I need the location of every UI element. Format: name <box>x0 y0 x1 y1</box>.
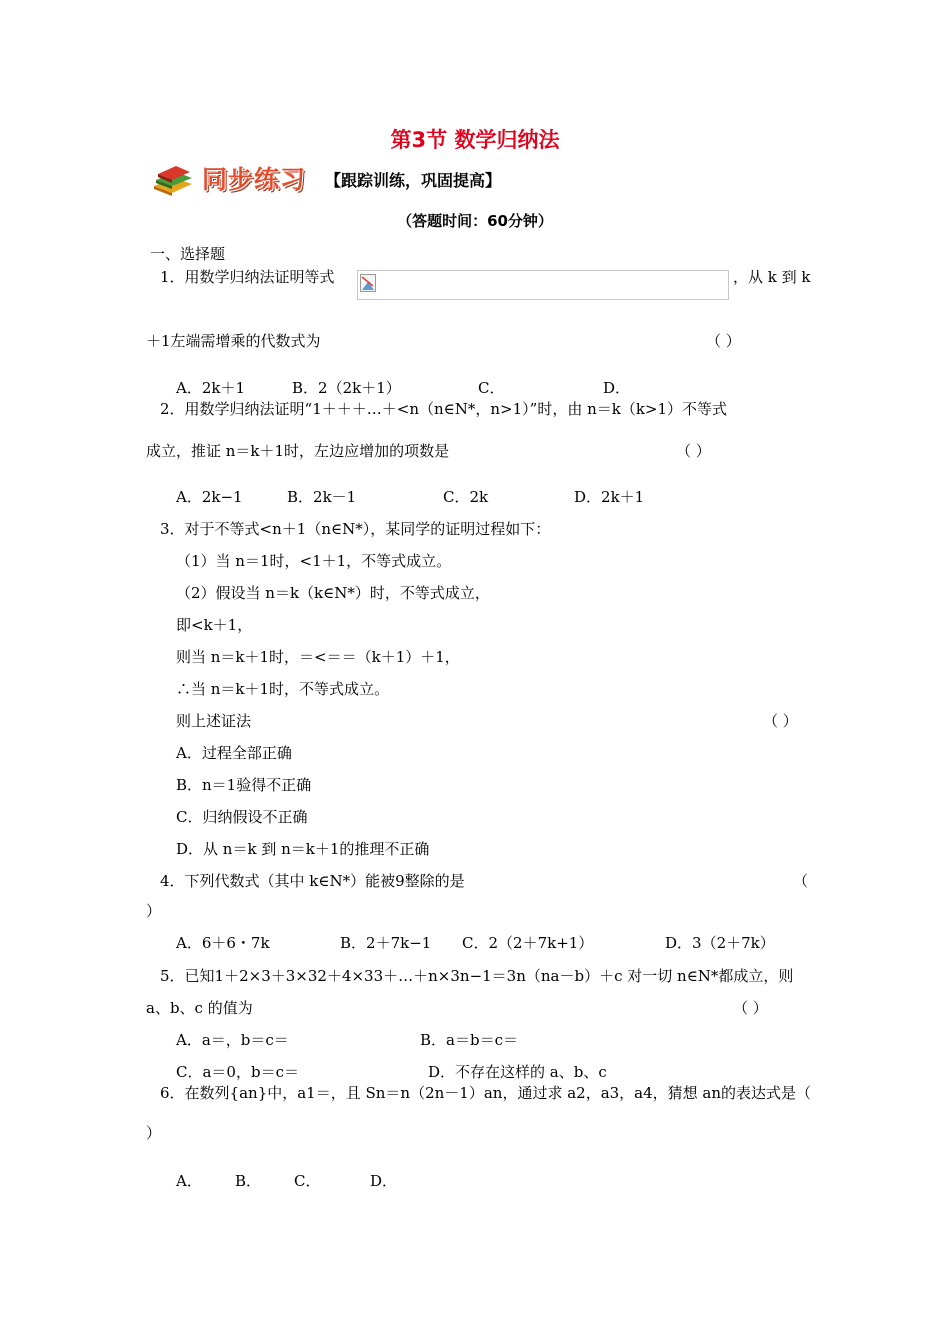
q3-line4: 即<k＋1， <box>176 616 253 634</box>
q6-line1: 6．在数列{an}中，a1＝，且 Sn＝n（2n－1）an，通过求 a2，a3，a4，猜想 an的表达式是（ <box>160 1084 812 1102</box>
q1-line1b: ，从 k 到 k <box>733 268 811 286</box>
q4-paren-close: ） <box>146 902 162 920</box>
broken-image-icon <box>360 274 376 292</box>
q5-option-b: B．a＝b＝c＝ <box>420 1031 518 1049</box>
q5-option-a: A．a＝，b＝c＝ <box>176 1031 289 1049</box>
q2-option-a: A．2k−1 <box>176 488 243 506</box>
q3-answer-paren: （ ） <box>763 712 798 730</box>
q3-line5: 则当 n＝k＋1时，＝<＝＝（k＋1）＋1， <box>176 648 460 666</box>
q6-option-d: D． <box>370 1172 398 1190</box>
q4-option-c: C．2（2＋7k+1） <box>462 934 594 952</box>
q4-option-d: D．3（2＋7k） <box>665 934 775 952</box>
q5-option-c: C．a＝0，b＝c＝ <box>176 1063 299 1081</box>
page-title: 第3节 数学归纳法 <box>390 128 560 152</box>
q2-option-d: D．2k＋1 <box>574 488 645 506</box>
section-heading: 一、选择题 <box>150 245 226 263</box>
q4-option-a: A．6＋6・7k <box>176 934 270 952</box>
q6-option-b: B． <box>235 1172 262 1190</box>
q6-line2: ） <box>146 1124 162 1142</box>
q2-answer-paren: （ ） <box>676 442 711 460</box>
equation-image-placeholder <box>357 270 729 300</box>
q2-option-c: C．2k <box>443 488 489 506</box>
q3-line7: 则上述证法 <box>176 712 252 730</box>
q4-paren-open: （ <box>793 872 809 890</box>
q5-line1: 5．已知1＋2×3＋3×32＋4×33＋…＋n×3n−1＝3n（na－b）＋c 对一切 n∈N*都成立，则 <box>160 967 794 985</box>
q3-line1: 3．对于不等式<n＋1（n∈N*），某同学的证明过程如下： <box>160 520 551 538</box>
q1-option-a: A．2k＋1 <box>176 379 246 397</box>
q1-line1a: 1．用数学归纳法证明等式 <box>160 268 335 286</box>
q1-option-c: C． <box>478 379 505 397</box>
q1-option-b: B．2（2k＋1） <box>292 379 401 397</box>
banner-main: 同步练习 <box>202 165 307 194</box>
q4-option-b: B．2＋7k−1 <box>340 934 432 952</box>
q3-line3: （2）假设当 n＝k（k∈N*）时，不等式成立， <box>176 584 490 602</box>
q3-option-a: A．过程全部正确 <box>176 744 292 762</box>
banner-subtitle: 【跟踪训练，巩固提高】 <box>325 171 502 190</box>
q2-line1: 2．用数学归纳法证明“1＋＋＋…＋<n（n∈N*，n>1）”时，由 n＝k（k>1）不等式 <box>160 400 728 418</box>
q3-line6: ∴当 n＝k＋1时，不等式成立。 <box>176 680 390 698</box>
q1-line2: ＋1左端需增乘的代数式为 <box>146 332 321 350</box>
q6-option-a: A． <box>176 1172 202 1190</box>
q5-line2: a、b、c 的值为 <box>146 999 253 1017</box>
q3-option-c: C．归纳假设不正确 <box>176 808 308 826</box>
q2-line2: 成立，推证 n＝k＋1时，左边应增加的项数是 <box>146 442 450 460</box>
time-limit: （答题时间：60分钟） <box>397 212 553 230</box>
q3-line2: （1）当 n＝1时，<1＋1，不等式成立。 <box>176 552 452 570</box>
q5-option-d: D．不存在这样的 a、b、c <box>428 1063 607 1081</box>
q3-option-b: B．n＝1验得不正确 <box>176 776 312 794</box>
q3-option-d: D．从 n＝k 到 n＝k＋1的推理不正确 <box>176 840 430 858</box>
q4-line1: 4．下列代数式（其中 k∈N*）能被9整除的是 <box>160 872 465 890</box>
q6-option-c: C． <box>294 1172 321 1190</box>
books-icon <box>150 162 196 198</box>
q5-answer-paren: （ ） <box>733 999 768 1017</box>
q1-answer-paren: （ ） <box>706 332 741 350</box>
q2-option-b: B．2k－1 <box>287 488 357 506</box>
q1-option-d: D． <box>603 379 631 397</box>
